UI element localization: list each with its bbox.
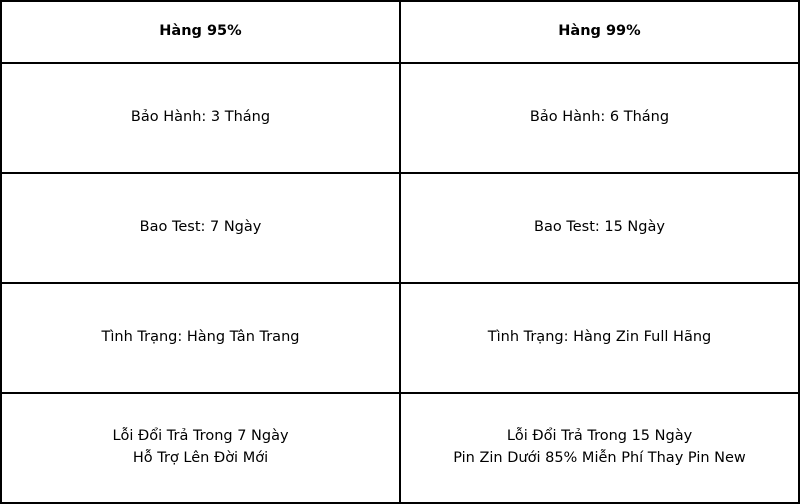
cell-condition-left <box>1 283 400 393</box>
cell-line: Tình Trạng: Hàng Zin Full Hãng <box>487 329 712 346</box>
cell-line: Hỗ Trợ Lên Đời Mới <box>132 450 269 466</box>
table-row <box>1 63 799 173</box>
cell-line: Tình Trạng: Hàng Tân Trang <box>101 329 300 346</box>
cell-line: Bảo Hành: 3 Tháng <box>130 109 271 126</box>
cell-line: Lỗi Đổi Trả Trong 7 Ngày <box>112 428 289 445</box>
cell-condition-right <box>400 283 799 393</box>
column-header-left: Hàng 95% <box>1 1 400 63</box>
table-row <box>1 283 799 393</box>
table-row <box>1 173 799 283</box>
column-header-right: Hàng 99% <box>400 1 799 63</box>
cell-line: Bao Test: 7 Ngày <box>139 219 262 236</box>
cell-return-policy-right <box>400 393 799 503</box>
cell-warranty-left <box>1 63 400 173</box>
cell-line: Bảo Hành: 6 Tháng <box>529 109 670 126</box>
cell-line: Pin Zin Dưới 85% Miễn Phí Thay Pin New <box>453 450 746 466</box>
cell-test-left <box>1 173 400 283</box>
cell-test-right <box>400 173 799 283</box>
table-header-row <box>1 1 799 63</box>
cell-return-policy-left <box>1 393 400 503</box>
cell-line: Bao Test: 15 Ngày <box>534 219 665 236</box>
table-row <box>1 393 799 503</box>
cell-warranty-right <box>400 63 799 173</box>
cell-line: Lỗi Đổi Trả Trong 15 Ngày <box>506 428 693 445</box>
